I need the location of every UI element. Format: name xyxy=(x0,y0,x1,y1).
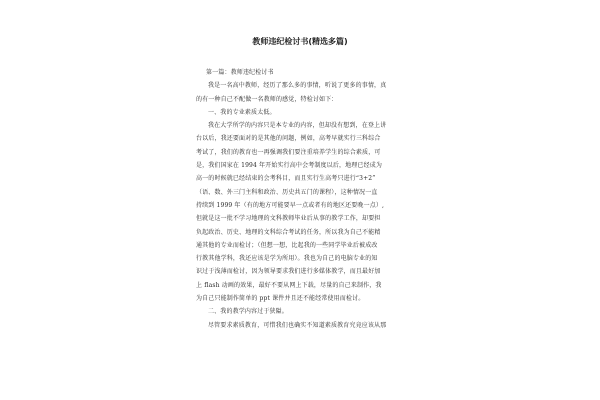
paragraph-line: 识过于浅薄而检讨，因为领导要求我们进行多媒体教学，而且最好加 xyxy=(196,268,381,276)
paragraph-line: 台以后，我还要面对的是其他的问题，例如，高考早就实行三科综合 xyxy=(196,135,381,143)
paragraph-line: （语、数、外三门主科和政治、历史共五门的课程），这种情况一直 xyxy=(196,188,378,196)
paragraph-line: 我在大学所学的内容只是本专业的内容，但却没有想到，在登上讲 xyxy=(208,122,387,130)
paragraph-line: 一、我的专业素质太低。 xyxy=(208,108,276,116)
paragraph-line: 通其他的专业而检讨；（但想一想，比起我的一些同学毕业后被成改 xyxy=(196,241,378,249)
paragraph-line: 我是一名高中教师，经历了那么多的事情，听说了更多的事情，真 xyxy=(208,82,387,90)
paragraph-line: 尽管要求素质教育，可惜我们也确实不知道素质教育究竟应该从那 xyxy=(208,321,387,329)
paragraph-line: 负起政治、历史、地理的文科综合考试的任务，所以我为自己不能精 xyxy=(196,228,381,236)
paragraph-line: 二、我的教学内容过于狭隘。 xyxy=(208,308,288,316)
paragraph-line: 是，我们国家在 1994 年开始实行高中会考制度以后，地理已经成为 xyxy=(196,162,383,170)
document-body xyxy=(196,66,408,332)
paragraph-line: 行教其他学科，我还应该是学为所用）。我也为自己的电脑专业的知 xyxy=(196,255,378,263)
paragraph-line: 考试了，我们的教育也一再强调我们要注重培养学生的综合素质，可 xyxy=(196,148,381,156)
paragraph-line: 高一的时候就已经结束的会考科目，而且实行生高考只进行“3+2” xyxy=(196,175,376,183)
paragraph-line: 的有一种自己不配做一名教师的感觉，特检讨如下： xyxy=(196,95,338,103)
paragraph-line: 但就是这一批不学习地理的文科教师毕业后从事的教学工作，却要担 xyxy=(196,215,381,223)
paragraph-line: 第一篇：教师违纪检讨书 xyxy=(206,69,274,76)
paragraph-line: 为自己只能制作简单的 ppt 课件并且还不能经常使用而检讨。 xyxy=(196,295,365,303)
paragraph-line: 持续到 1999 年（有的地方可能要早一点或者有的地区还要晚一点）, xyxy=(196,201,385,209)
paragraph-line: 上 flash 动画的效果，最好不要从网上下载，尽量的自己来制作，我 xyxy=(196,281,382,289)
document-title: 教师违纪检讨书(精选多篇) xyxy=(252,37,348,46)
